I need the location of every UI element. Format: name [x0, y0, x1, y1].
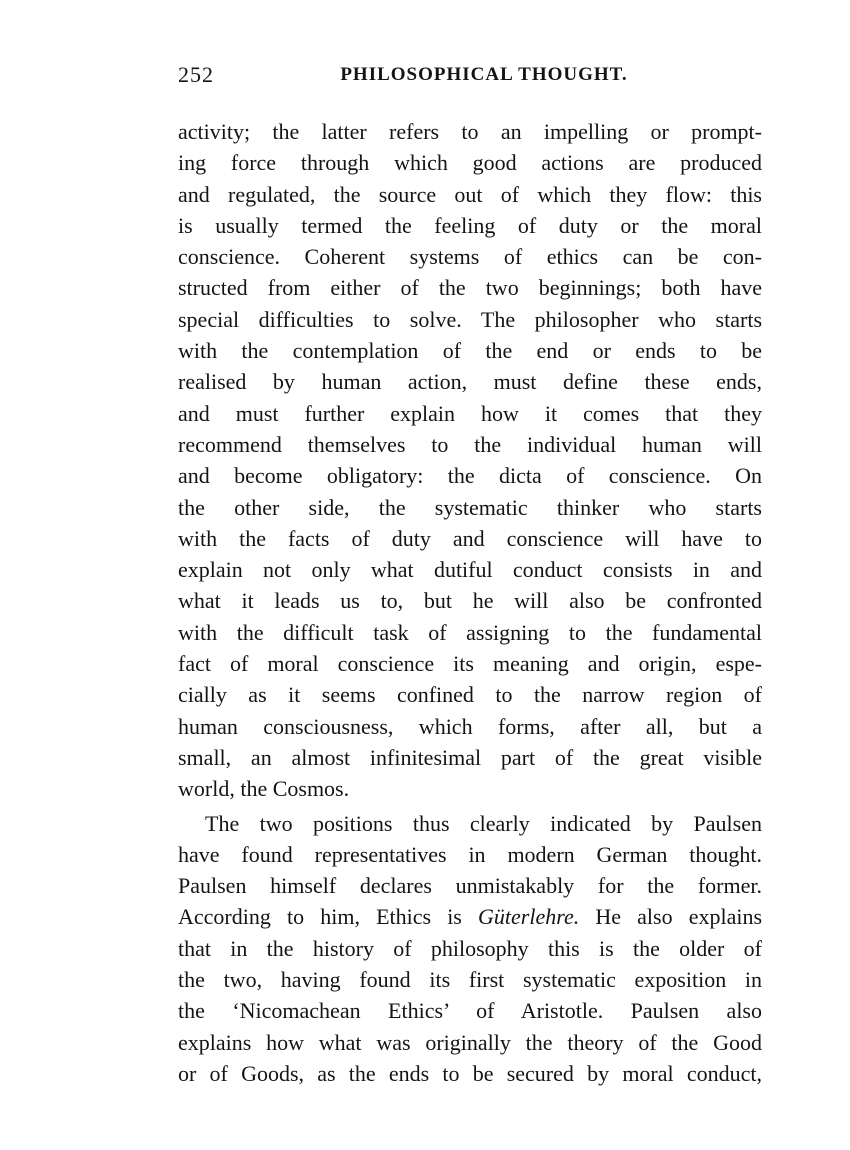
italic-term: Güterlehre.: [478, 904, 580, 930]
text-line: The two positions thus clearly indicated by Paulsen: [205, 810, 762, 836]
text-line: the other side, the systematic thinker who starts: [178, 494, 762, 520]
text-line: world, the Cosmos.: [178, 776, 350, 802]
text-line: that in the history of philosophy this is the older of: [178, 935, 762, 961]
running-head: [178, 62, 762, 92]
text-line: with the difficult task of assigning to the fundamental: [178, 619, 762, 645]
text-line: conscience. Coherent systems of ethics can be con-: [178, 244, 762, 270]
text-line: the ‘Nicomachean Ethics’ of Aristotle. Paulsen also: [178, 998, 762, 1024]
text-line: or of Goods, as the ends to be secured by moral conduct,: [178, 1060, 762, 1086]
text-line: explains how what was originally the theory of the Good: [178, 1029, 762, 1055]
text-line: special difficulties to solve. The philosopher who starts: [178, 306, 762, 332]
text-line: recommend themselves to the individual human will: [178, 431, 762, 457]
text-line: human consciousness, which forms, after all, but a: [178, 713, 762, 739]
text-line: and must further explain how it comes that they: [178, 400, 762, 426]
text-line: and regulated, the source out of which they flow: this: [178, 181, 762, 207]
text-line: and become obligatory: the dicta of conscience. On: [178, 463, 762, 489]
running-title: PHILOSOPHICAL THOUGHT.: [340, 64, 628, 85]
body-text: [178, 116, 762, 1089]
text-line: [178, 901, 762, 932]
text-line: is usually termed the feeling of duty or the moral: [178, 212, 762, 238]
page-number: 252: [178, 62, 214, 87]
text-line: explain not only what dutiful conduct consists in and: [178, 557, 762, 583]
text-line: the two, having found its first systematic exposition in: [178, 967, 762, 993]
text-segment: According to him, Ethics is: [178, 904, 478, 930]
text-line: have found representatives in modern German thought.: [178, 841, 762, 867]
text-line: small, an almost infinitesimal part of the great visible: [178, 744, 762, 770]
text-line: cially as it seems confined to the narrow region of: [178, 682, 762, 708]
text-line: activity; the latter refers to an impelling or prompt-: [178, 119, 762, 144]
text-line: structed from either of the two beginnings; both have: [178, 275, 762, 301]
text-line: Paulsen himself declares unmistakably for the former.: [178, 873, 762, 899]
text-segment: He also explains: [579, 904, 762, 930]
text-line: realised by human action, must define these ends,: [178, 369, 762, 395]
paragraph-1: [178, 116, 762, 805]
text-line: what it leads us to, but he will also be confronted: [178, 588, 762, 614]
text-line: ing force through which good actions are produced: [178, 150, 762, 176]
text-line: fact of moral conscience its meaning and origin, espe-: [178, 651, 762, 677]
text-line: with the facts of duty and conscience will have to: [178, 525, 762, 551]
text-line: with the contemplation of the end or ends to be: [178, 338, 762, 364]
paragraph-2: [178, 808, 762, 1090]
